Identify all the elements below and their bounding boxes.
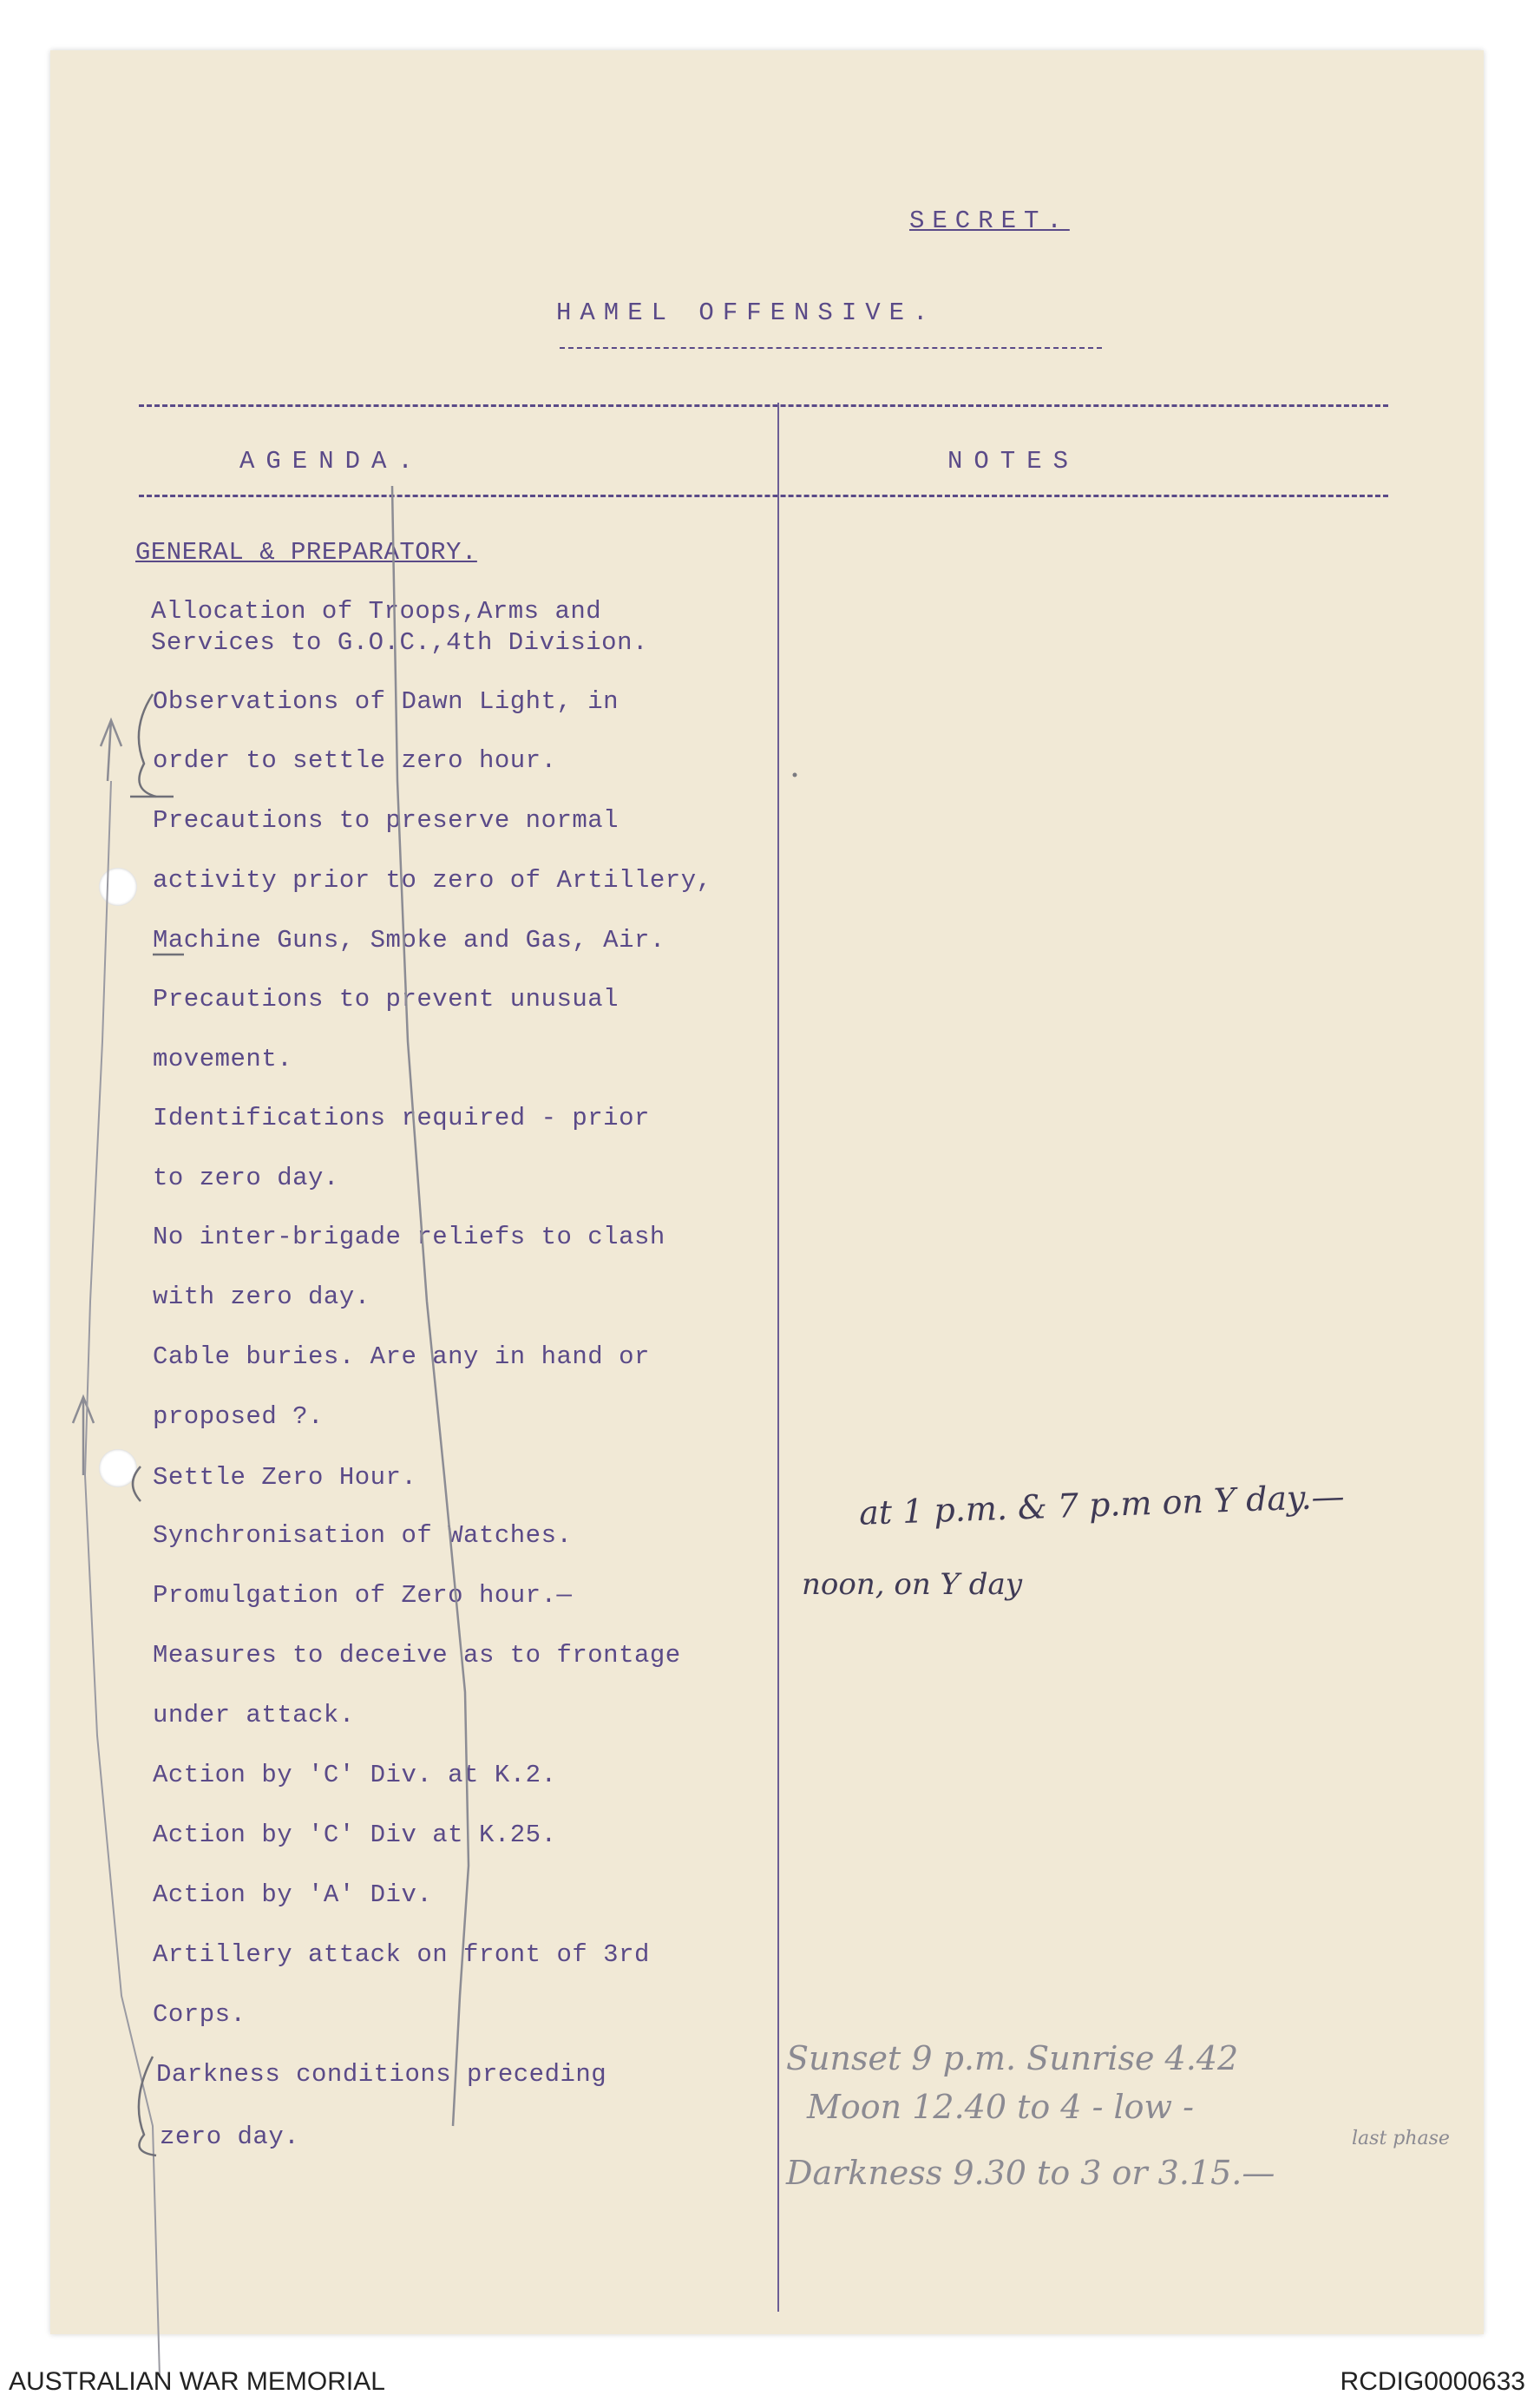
handwritten-darkness-note: Darkness 9.30 to 3 or 3.15.— xyxy=(786,2154,1275,2192)
agenda-line: Precautions to prevent unusual xyxy=(153,985,620,1014)
handwritten-moon-note: Moon 12.40 to 4 - low - xyxy=(807,2088,1194,2126)
agenda-line: under attack. xyxy=(153,1701,355,1729)
pencil-vertical-stroke xyxy=(392,486,469,2126)
document-title: HAMEL OFFENSIVE. xyxy=(556,299,937,327)
agenda-line: Artillery attack on front of 3rd xyxy=(153,1940,650,1969)
agenda-line: Services to G.O.C.,4th Division. xyxy=(151,628,648,657)
agenda-line: Machine Guns, Smoke and Gas, Air. xyxy=(153,926,665,955)
agenda-line: No inter-brigade reliefs to clash xyxy=(153,1223,665,1251)
section-heading: GENERAL & PREPARATORY. xyxy=(135,538,477,567)
footer-reference: RCDIG0000633 xyxy=(1340,2367,1525,2396)
agenda-line: activity prior to zero of Artillery, xyxy=(153,866,712,895)
agenda-line: to zero day. xyxy=(153,1164,339,1192)
agenda-column-header: AGENDA. xyxy=(239,447,424,476)
agenda-line: Action by 'C' Div. at K.2. xyxy=(153,1761,557,1789)
agenda-line: Action by 'C' Div at K.25. xyxy=(153,1821,557,1849)
handwritten-last-phase-note: last phase xyxy=(1352,2128,1450,2149)
pencil-arrow-up-1 xyxy=(101,720,121,781)
ink-dot xyxy=(793,773,797,778)
agenda-line: with zero day. xyxy=(153,1283,370,1311)
agenda-line: zero day. xyxy=(160,2123,300,2151)
agenda-line: Identifications required - prior xyxy=(153,1104,650,1132)
pencil-connector-line xyxy=(85,781,160,2378)
agenda-line: Synchronisation of Watches. xyxy=(153,1521,573,1550)
agenda-line: Allocation of Troops,Arms and xyxy=(151,597,602,626)
agenda-line: Precautions to preserve normal xyxy=(153,806,620,835)
agenda-line: Promulgation of Zero hour.— xyxy=(153,1581,573,1610)
agenda-line: proposed ?. xyxy=(153,1402,324,1431)
agenda-line: Measures to deceive as to frontage xyxy=(153,1641,681,1670)
agenda-line: Action by 'A' Div. xyxy=(153,1880,433,1909)
agenda-line: Cable buries. Are any in hand or xyxy=(153,1342,650,1371)
agenda-line: order to settle zero hour. xyxy=(153,746,557,775)
agenda-line: Settle Zero Hour. xyxy=(153,1463,417,1492)
agenda-line: Darkness conditions preceding xyxy=(156,2060,607,2089)
classification-label: SECRET. xyxy=(909,207,1070,235)
handwritten-sunset-note: Sunset 9 p.m. Sunrise 4.42 xyxy=(786,2039,1239,2077)
notes-column-header: NOTES xyxy=(947,447,1080,476)
agenda-line: movement. xyxy=(153,1045,293,1073)
pencil-bracket-zero xyxy=(133,1466,141,1501)
handwritten-zero-hour-note: at 1 p.m. & 7 p.m on Y day.— xyxy=(858,1477,1346,1532)
pencil-bracket-dawn xyxy=(139,694,156,797)
handwritten-zero-hour-note-2: noon, on Y day xyxy=(802,1567,1023,1602)
agenda-line: Observations of Dawn Light, in xyxy=(153,687,620,716)
pencil-arrow-up-2 xyxy=(73,1397,94,1475)
footer-institution: AUSTRALIAN WAR MEMORIAL xyxy=(9,2367,385,2396)
agenda-line: Corps. xyxy=(153,2000,246,2029)
